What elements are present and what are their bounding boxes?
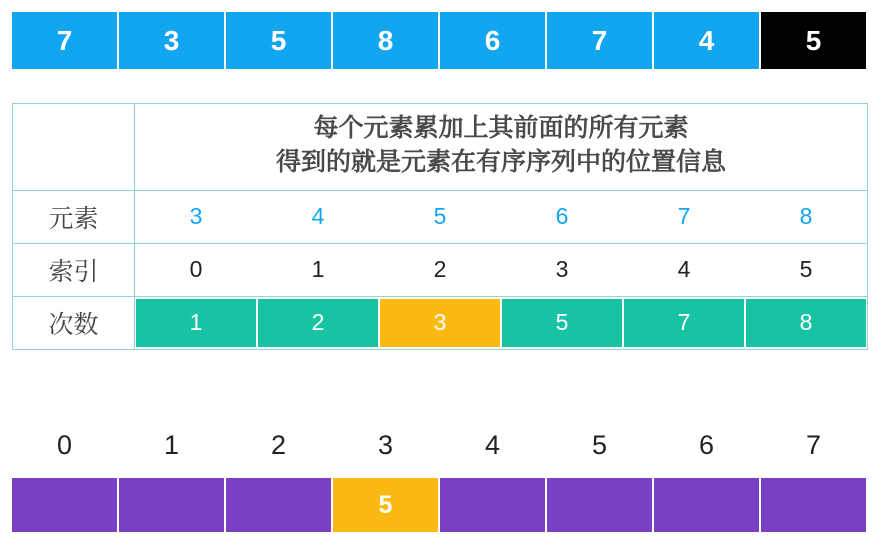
- top-array-cell: 8: [333, 12, 438, 69]
- output-array-cell-marked: 5: [333, 478, 438, 532]
- count-value: 1: [136, 299, 256, 347]
- count-value: 5: [502, 299, 622, 347]
- count-value-marked: 3: [380, 299, 500, 347]
- output-index-label: 1: [163, 430, 180, 460]
- index-value: 3: [555, 256, 569, 282]
- top-array-cell-highlighted: 5: [761, 12, 866, 69]
- output-index-label: 5: [591, 430, 608, 460]
- output-index-label: 6: [698, 430, 715, 460]
- output-index-labels: [12, 430, 868, 461]
- caption-line-2: 得到的就是元素在有序序列中的位置信息: [275, 147, 726, 176]
- row-values-counts: [135, 297, 867, 349]
- top-array-cell: 7: [12, 12, 117, 69]
- row-values-index: [135, 244, 867, 296]
- index-value: 2: [433, 256, 447, 282]
- output-array-cell: [547, 478, 652, 532]
- table-row-counts: [13, 297, 867, 349]
- caption-line-1: 每个元素累加上其前面的所有元素: [313, 114, 689, 142]
- output-array-cell: [119, 478, 224, 532]
- index-value: 5: [799, 256, 813, 282]
- output-index-label: 3: [377, 430, 394, 460]
- top-array-cell: 5: [226, 12, 331, 69]
- output-array: [12, 478, 866, 532]
- element-value: 7: [677, 203, 691, 229]
- output-array-cell: [12, 478, 117, 532]
- output-index-label: 0: [56, 430, 73, 460]
- row-label-index: 索引: [13, 244, 135, 296]
- element-value: 8: [799, 203, 813, 229]
- output-index-label: 2: [270, 430, 287, 460]
- row-values-elements: [135, 191, 867, 243]
- output-array-cell: [440, 478, 545, 532]
- top-array-cell: 3: [119, 12, 224, 69]
- top-array-cell: 6: [440, 12, 545, 69]
- table-row-index: [13, 244, 867, 297]
- table-corner-cell: [13, 104, 135, 190]
- row-label-counts: 次数: [13, 297, 135, 349]
- count-value: 2: [258, 299, 378, 347]
- top-array: [12, 12, 866, 69]
- output-array-cell: [226, 478, 331, 532]
- row-label-elements: 元素: [13, 191, 135, 243]
- count-value: 8: [746, 299, 866, 347]
- table-caption-row: [13, 104, 867, 191]
- element-value: 4: [311, 203, 325, 229]
- output-array-cell: [654, 478, 759, 532]
- counting-table: [12, 103, 868, 350]
- table-caption: [135, 104, 867, 190]
- output-array-cell: [761, 478, 866, 532]
- index-value: 1: [311, 256, 325, 282]
- index-value: 0: [189, 256, 203, 282]
- top-array-cell: 7: [547, 12, 652, 69]
- output-index-label: 7: [805, 430, 822, 460]
- output-index-label: 4: [484, 430, 501, 460]
- table-row-elements: [13, 191, 867, 244]
- index-value: 4: [677, 256, 691, 282]
- element-value: 5: [433, 203, 447, 229]
- count-value: 7: [624, 299, 744, 347]
- element-value: 3: [189, 203, 203, 229]
- element-value: 6: [555, 203, 569, 229]
- top-array-cell: 4: [654, 12, 759, 69]
